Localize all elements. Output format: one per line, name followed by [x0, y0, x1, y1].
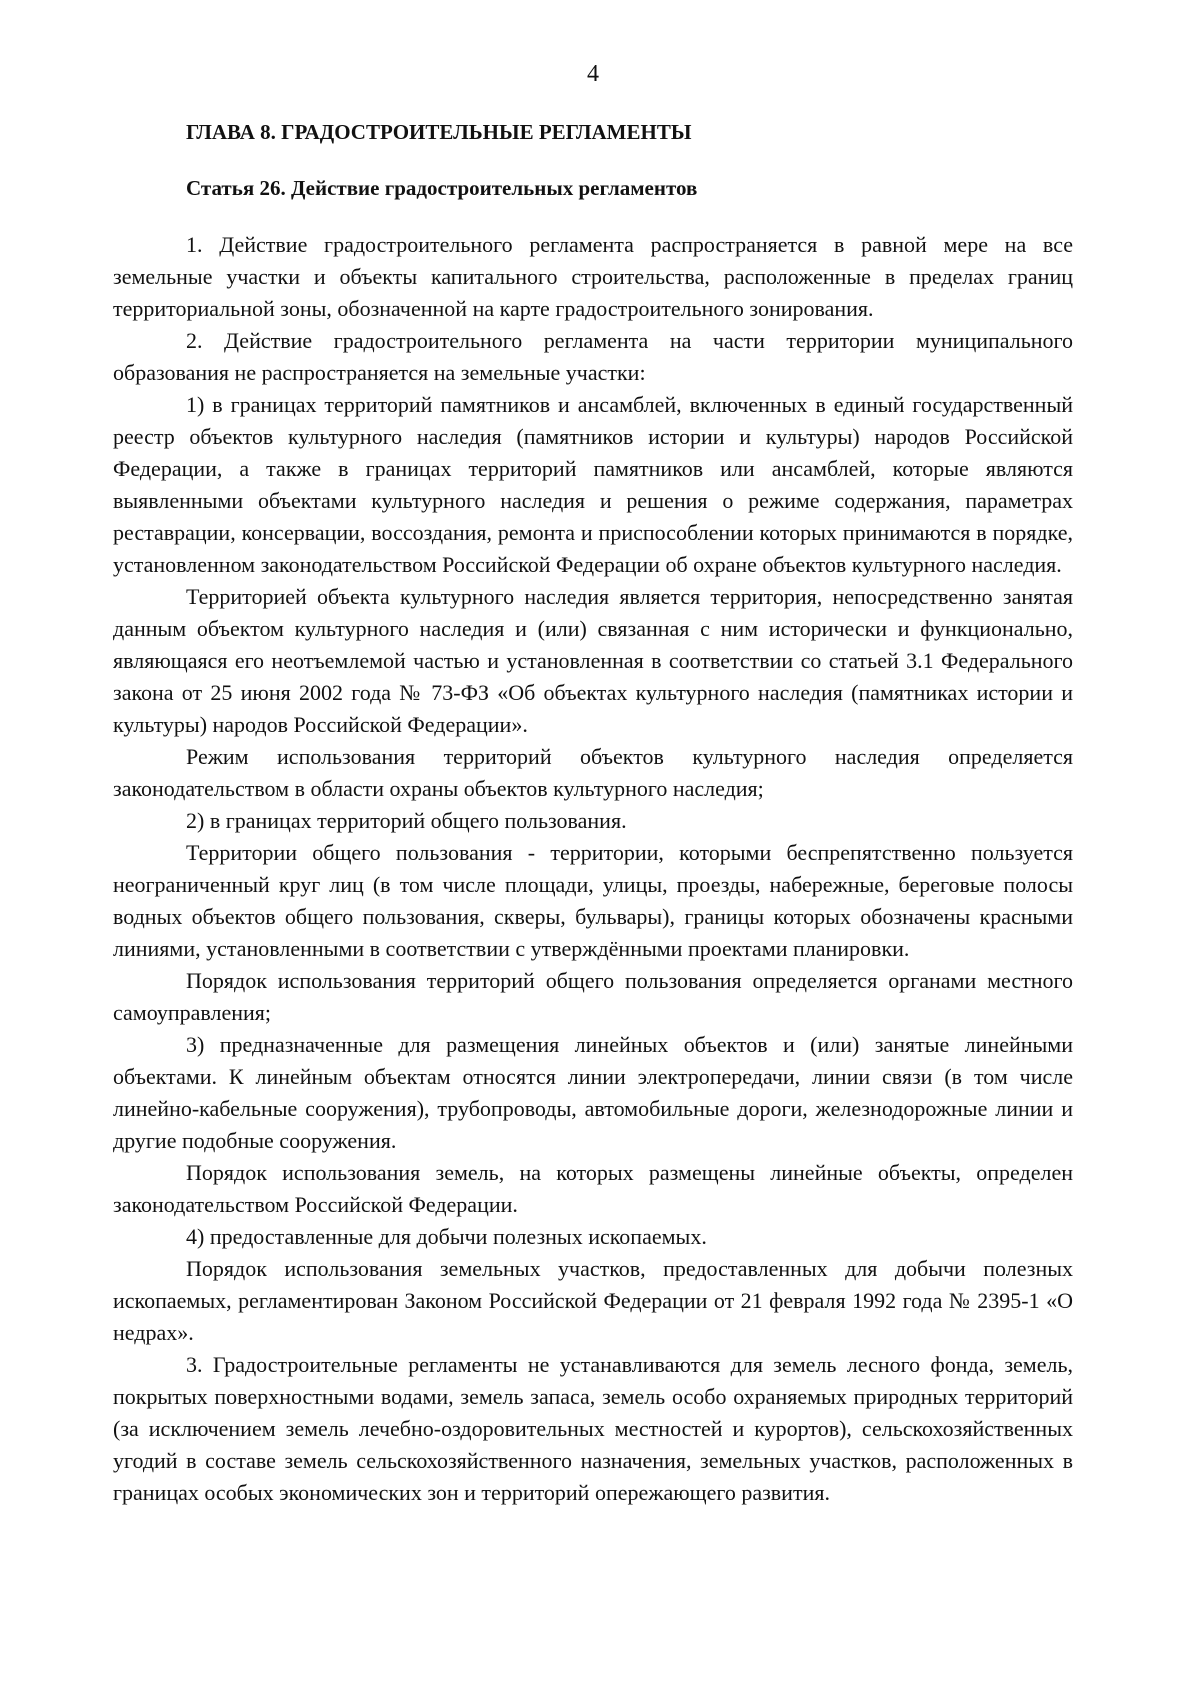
chapter-title: ГЛАВА 8. ГРАДОСТРОИТЕЛЬНЫЕ РЕГЛАМЕНТЫ: [186, 120, 692, 144]
article-body: [113, 229, 1073, 1509]
paragraph-6: 2) в границах территорий общего пользования.: [186, 808, 627, 833]
paragraph-12: Порядок использования земельных участков, предоставленных для добычи полезных ископаемых, регламентирован Законом Российской Федерации от 21 февраля 1992 года № 2395-1 «О недрах».: [113, 1256, 1073, 1345]
paragraph-8: Порядок использования территорий общего пользования определяется органами местного самоуправления;: [113, 968, 1073, 1025]
paragraph-3: 1) в границах территорий памятников и ансамблей, включенных в единый государственный реестр объектов культурного наследия (памятников истории и культуры) народов Российской Федерации, а также в границах территорий памятников или ансамблей, которые являются выявленными объектами культурного наследия и решения о режиме содержания, параметрах реставрации, консервации, воссоздания, ремонта и приспособлении которых принимаются в порядке, установленном законодательством Российской Федерации об охране объектов культурного наследия.: [113, 392, 1073, 577]
paragraph-1: 1. Действие градостроительного регламента распространяется в равной мере на все земельные участки и объекты капитального строительства, расположенные в пределах границ территориальной зоны, обозначенной на карте градостроительного зонирования.: [113, 232, 1073, 321]
paragraph-5: Режим использования территорий объектов культурного наследия определяется законодательством в области охраны объектов культурного наследия;: [113, 744, 1073, 801]
article-title: Статья 26. Действие градостроительных регламентов: [186, 176, 698, 200]
paragraph-9: 3) предназначенные для размещения линейных объектов и (или) занятые линейными объектами. К линейным объектам относятся линии электропередачи, линии связи (в том числе линейно-кабельные сооружения), трубопроводы, автомобильные дороги, железнодорожные линии и другие подобные сооружения.: [113, 1032, 1073, 1153]
paragraph-13: 3. Градостроительные регламенты не устанавливаются для земель лесного фонда, земель, покрытых поверхностными водами, земель запаса, земель особо охраняемых природных территорий (за исключением земель лечебно-оздоровительных местностей и курортов), сельскохозяйственных угодий в составе земель сельскохозяйственного назначения, земельных участков, расположенных в границах особых экономических зон и территорий опережающего развития.: [113, 1352, 1073, 1505]
page-number: 4: [587, 61, 599, 87]
paragraph-4: Территорией объекта культурного наследия является территория, непосредственно занятая данным объектом культурного наследия и (или) связанная с ним исторически и функционально, являющаяся его неотъемлемой частью и установленная в соответствии со статьей 3.1 Федерального закона от 25 июня 2002 года № 73-ФЗ «Об объектах культурного наследия (памятниках истории и культуры) народов Российской Федерации».: [113, 584, 1073, 737]
paragraph-2: 2. Действие градостроительного регламента на части территории муниципального образования не распространяется на земельные участки:: [113, 328, 1073, 385]
paragraph-7: Территории общего пользования - территории, которыми беспрепятственно пользуется неограниченный круг лиц (в том числе площади, улицы, проезды, набережные, береговые полосы водных объектов общего пользования, скверы, бульвары), границы которых обозначены красными линиями, установленными в соответствии с утверждёнными проектами планировки.: [113, 840, 1073, 961]
paragraph-11: 4) предоставленные для добычи полезных ископаемых.: [186, 1224, 707, 1249]
paragraph-10: Порядок использования земель, на которых размещены линейные объекты, определен законодательством Российской Федерации.: [113, 1160, 1073, 1217]
